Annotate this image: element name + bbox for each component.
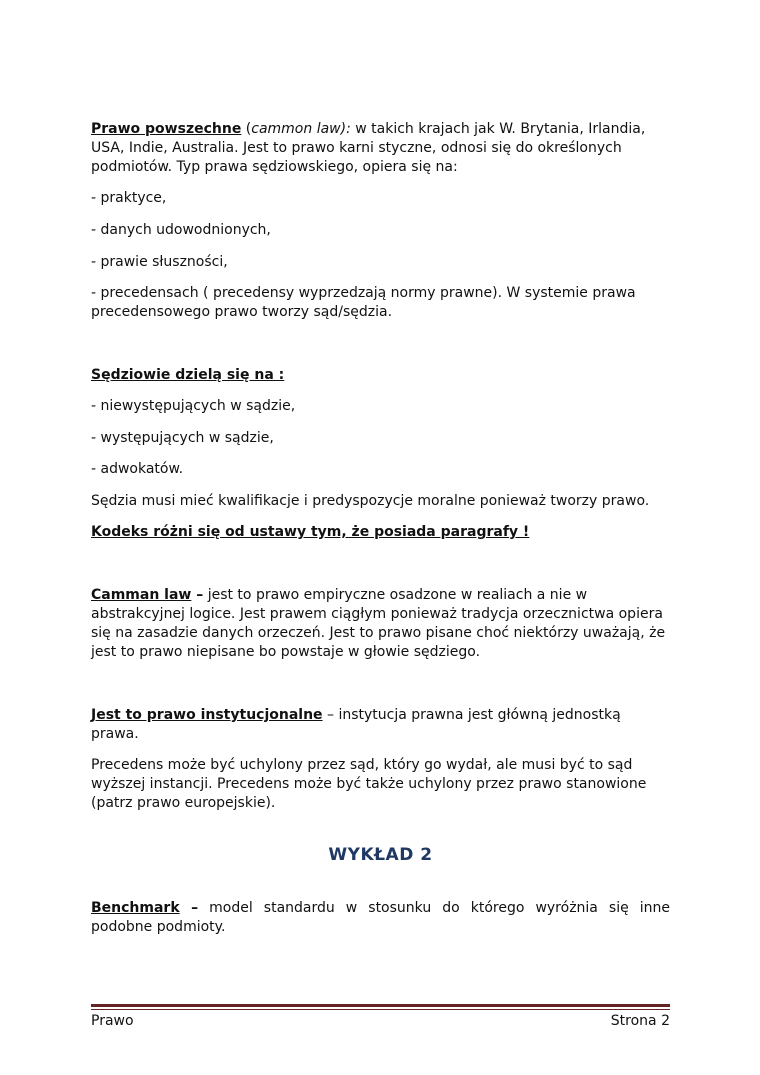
paragraph-sedzia: Sędzia musi mieć kwalifikacje i predyspozycje moralne ponieważ tworzy prawo.: [91, 493, 650, 509]
term-prawo-powszechne: Prawo powszechne: [91, 121, 242, 137]
paren: (: [241, 121, 252, 137]
paragraph-instytucjonalne: [91, 706, 670, 744]
dash: –: [179, 900, 199, 916]
paragraph-text: w takich krajach jak W. Brytania, Irlandia, USA, Indie, Australia. Jest to prawo karni styczne, odnosi się do określonych podmiotów. Typ prawa sędziowskiego, opiera się na:: [91, 121, 646, 175]
dash: –: [191, 587, 204, 603]
footer-title: Prawo: [91, 1013, 134, 1029]
footer-rule-thin: [91, 1009, 670, 1010]
paragraph-text: – instytucja prawna jest główną jednostką prawa.: [91, 707, 621, 742]
term-camman-law: Camman law: [91, 587, 192, 603]
list-item: - adwokatów.: [91, 461, 184, 477]
kodeks-text: Kodeks różni się od ustawy tym, że posiada paragrafy !: [91, 524, 530, 540]
paragraph-text: jest to prawo empiryczne osadzone w realiach a nie w abstrakcyjnej logice. Jest prawem ciągłym ponieważ tradycja orzecznictwa opiera się na zasadzie danych orzeczeń. Jest to prawo pisane choć niektórzy uważają, że jest to prawo niepisane bo powstaje w głowie sędziego.: [91, 587, 666, 660]
term-instytucjonalne: Jest to prawo instytucjonalne: [91, 707, 323, 723]
list-item: - prawie słuszności,: [91, 254, 228, 270]
lecture-heading: WYKŁAD 2: [328, 845, 433, 865]
footer-page-number: Strona 2: [610, 1013, 670, 1029]
paragraph-kodeks: [91, 523, 670, 542]
term-cammon-law: cammon law):: [251, 121, 351, 137]
paragraph-text: model standardu w stosunku do którego wyróżnia się inne: [198, 900, 671, 916]
footer-rule-thick: [91, 1004, 670, 1007]
heading-sedziowie-text: Sędziowie dzielą się na :: [91, 367, 285, 383]
paragraph-benchmark-line1: [91, 899, 670, 918]
paragraph-camman-law: [91, 586, 670, 662]
paragraph-precedens-uchylony: Precedens może być uchylony przez sąd, który go wydał, ale musi być to sąd wyższej instancji. Precedens może być także uchylony przez prawo stanowione (patrz prawo europejskie).: [91, 757, 647, 811]
list-item: - danych udowodnionych,: [91, 222, 271, 238]
term-benchmark: Benchmark: [91, 900, 180, 916]
heading-sedziowie: [91, 366, 670, 385]
paragraph-prawo-powszechne: [91, 120, 670, 177]
paragraph-benchmark-line2: podobne podmioty.: [91, 919, 226, 935]
list-item-precedens: - precedensach ( precedensy wyprzedzają normy prawne). W systemie prawa precedensowego prawo tworzy sąd/sędzia.: [91, 285, 636, 320]
list-item: - praktyce,: [91, 190, 167, 206]
list-item: - niewystępujących w sądzie,: [91, 398, 296, 414]
list-item: - występujących w sądzie,: [91, 430, 274, 446]
